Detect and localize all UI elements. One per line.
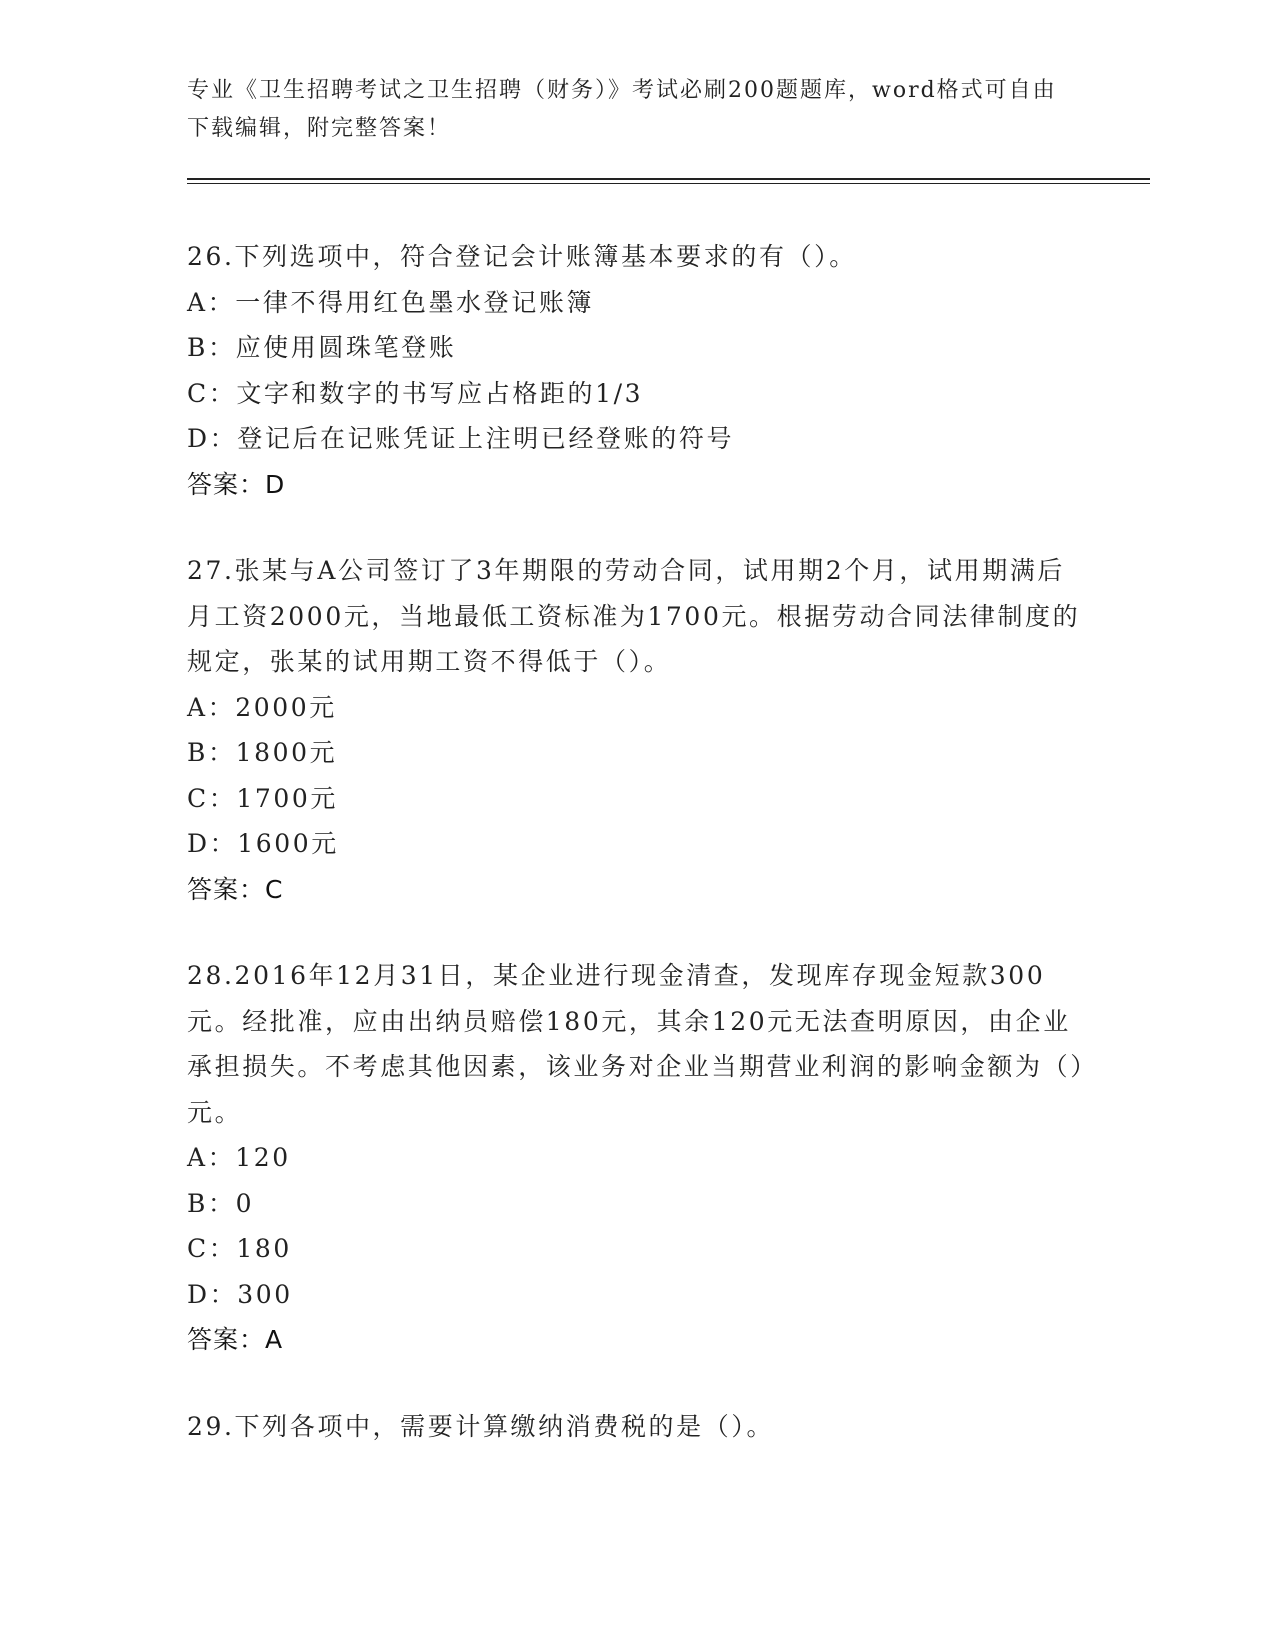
header-divider-thin xyxy=(187,183,1150,184)
option-a: A：一律不得用红色墨水登记账簿 xyxy=(187,287,595,317)
question-27 xyxy=(187,548,1087,912)
page-header-text: 专业《卫生招聘考试之卫生招聘（财务）》考试必刷200题题库，word格式可自由下载编辑，附完整答案！ xyxy=(187,78,1057,141)
option-c: C：180 xyxy=(187,1234,292,1263)
question-26 xyxy=(187,234,1087,507)
question-stem: 26.下列选项中，符合登记会计账簿基本要求的有（）。 xyxy=(187,242,857,271)
option-d: D：300 xyxy=(187,1279,293,1309)
answer-line: 答案：A xyxy=(187,1325,284,1354)
option-a: A：2000元 xyxy=(187,692,337,722)
option-b: B：1800元 xyxy=(187,738,338,767)
question-29 xyxy=(187,1404,1087,1450)
option-d: D：1600元 xyxy=(187,829,339,858)
question-stem: 29.下列各项中，需要计算缴纳消费税的是（）。 xyxy=(187,1411,775,1441)
option-b: B：0 xyxy=(187,1188,255,1218)
option-c: C：文字和数字的书写应占格距的1/3 xyxy=(187,378,644,408)
option-c: C：1700元 xyxy=(187,783,338,813)
answer-line: 答案：C xyxy=(187,874,284,904)
question-stem: 28.2016年12月31日，某企业进行现金清查，发现库存现金短款300元。经批准，应由出纳员赔偿180元，其余120元无法查明原因，由企业承担损失。不考虑其他因素，该业务对企业当期营业利润的影响金额为（）元。 xyxy=(187,961,1086,1127)
question-list xyxy=(187,234,1087,1490)
answer-line: 答案：D xyxy=(187,469,286,499)
question-stem: 27.张某与A公司签订了3年期限的劳动合同，试用期2个月，试用期满后月工资2000元，当地最低工资标准为1700元。根据劳动合同法律制度的规定，张某的试用期工资不得低于（）。 xyxy=(187,556,1081,676)
header-divider-thick xyxy=(187,178,1150,180)
option-d: D：登记后在记账凭证上注明已经登账的符号 xyxy=(187,424,735,453)
option-b: B：应使用圆珠笔登账 xyxy=(187,333,457,362)
question-28 xyxy=(187,953,1087,1363)
option-a: A：120 xyxy=(187,1143,291,1172)
